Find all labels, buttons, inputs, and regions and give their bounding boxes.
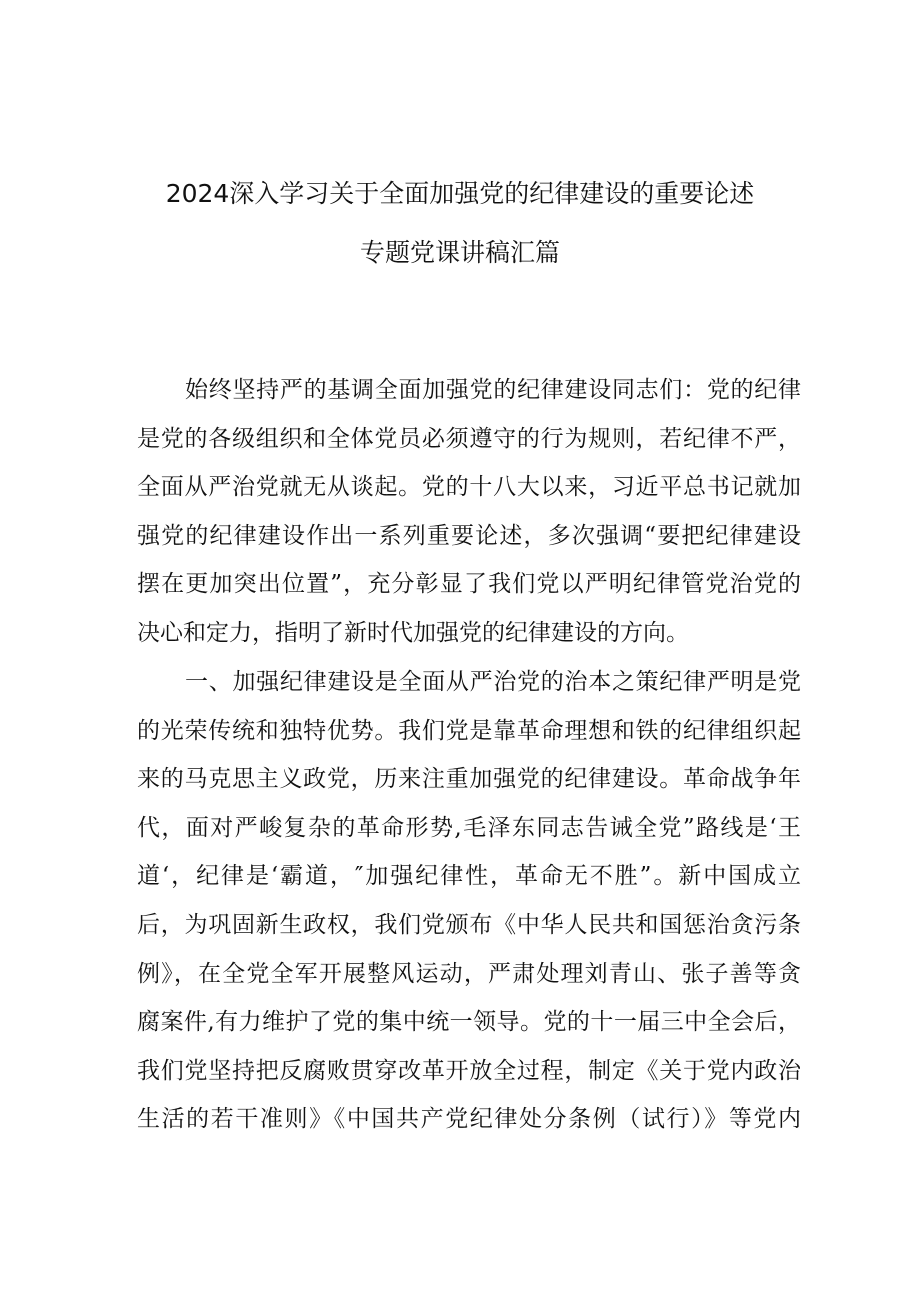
document-title-line-2: 专题党课讲稿汇篇 <box>359 238 560 267</box>
text-line: 我们党坚持把反腐败贯穿改革开放全过程，制定《关于党内政治 <box>137 1057 801 1084</box>
text-line: 道‘，纪律是‘霸道，″加强纪律性，革命无不胜”。新中国成立 <box>137 863 801 890</box>
text-line: 全面从严治党就无从谈起。党的十八大以来，习近平总书记就加 <box>137 474 801 501</box>
text-line: 生活的若干准则》《中国共产党纪律处分条例（试行）》等党内 <box>137 1106 801 1133</box>
text-line: 是党的各级组织和全体党员必须遵守的行为规则，若纪律不严， <box>137 425 801 452</box>
paragraph-intro <box>137 366 801 658</box>
text-line: 强党的纪律建设作出一系列重要论述，多次强调“要把纪律建设 <box>137 522 801 549</box>
text-line: 来的马克思主义政党，历来注重加强党的纪律建设。革命战争年 <box>137 766 801 793</box>
text-line: 的光荣传统和独特优势。我们党是靠革命理想和铁的纪律组织起 <box>137 717 801 744</box>
text-line: 后，为巩固新生政权，我们党颁布《中华人民共和国惩治贪污条 <box>137 911 801 938</box>
paragraph-section-one <box>137 658 801 1144</box>
text-line: 代，面对严峻复杂的革命形势,毛泽东同志告诫全党”路线是‘王 <box>137 814 801 841</box>
text-line: 始终坚持严的基调全面加强党的纪律建设同志们：党的纪律 <box>185 377 801 403</box>
text-line: 一、加强纪律建设是全面从严治党的治本之策纪律严明是党 <box>185 669 801 695</box>
text-line: 腐案件,有力维护了党的集中统一领导。党的十一届三中全会后， <box>137 1009 801 1036</box>
text-line: 摆在更加突出位置”，充分彰显了我们党以严明纪律管党治党的 <box>137 571 801 598</box>
document-title-line-1: 2024深入学习关于全面加强党的纪律建设的重要论述 <box>165 179 755 208</box>
text-line: 决心和定力，指明了新时代加强党的纪律建设的方向。 <box>137 619 689 646</box>
text-line: 例》，在全党全军开展整风运动，严肃处理刘青山、张子善等贪 <box>137 960 801 987</box>
